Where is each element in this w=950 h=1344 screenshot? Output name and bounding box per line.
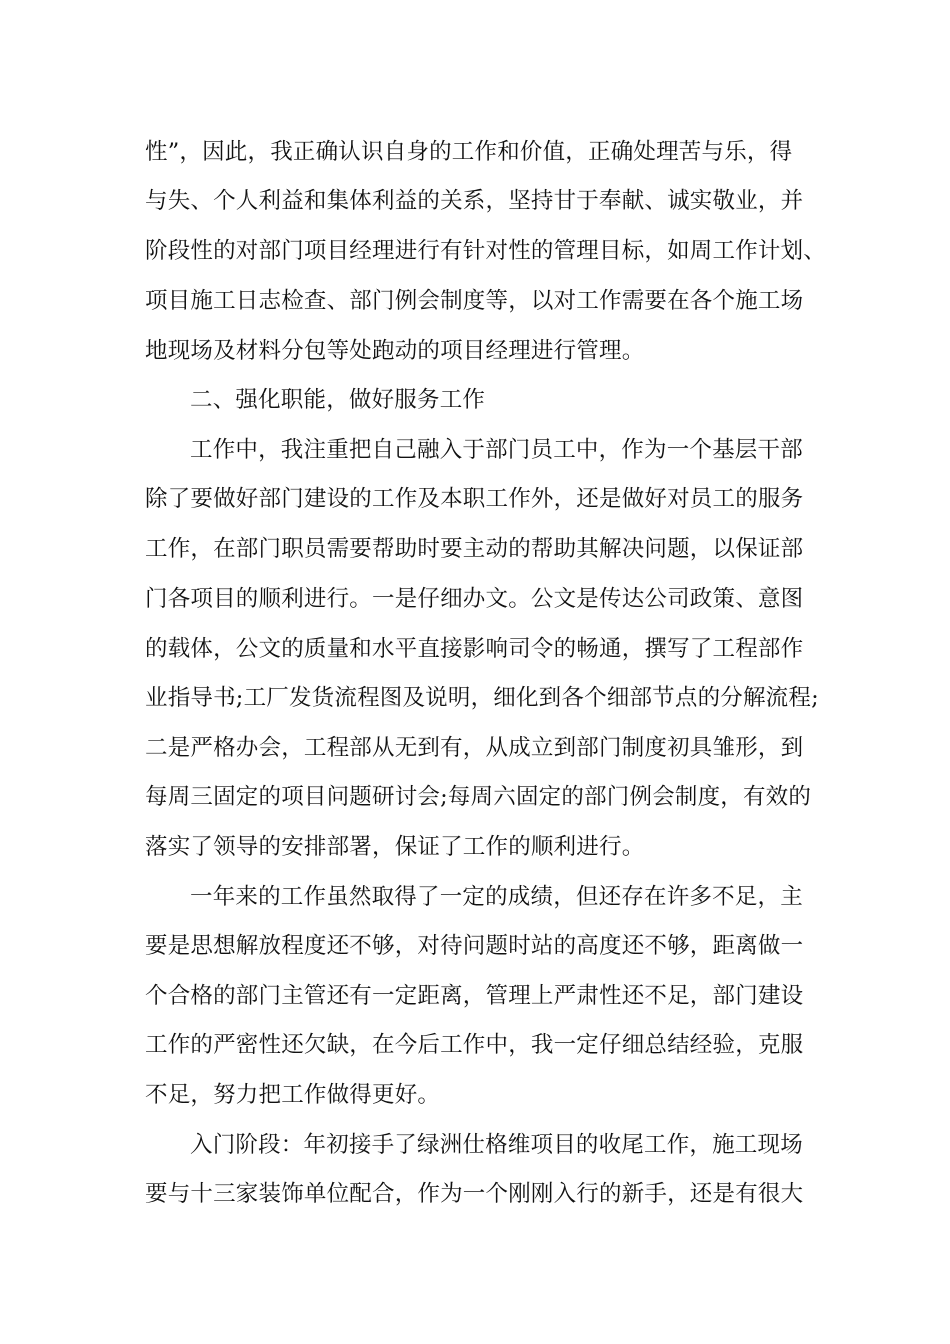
text-line: 性”，因此，我正确认识自身的工作和价值，正确处理苦与乐，得 [145,139,793,165]
text-line: 二是严格办会，工程部从无到有，从成立到部门制度初具雏形，到 [145,735,804,761]
text-line: 地现场及材料分包等处跑动的项目经理进行管理。 [145,338,645,364]
text-line: 每周三固定的项目问题研讨会;每周六固定的部门例会制度，有效的 [145,784,812,810]
text-line: 一年来的工作虽然取得了一定的成绩，但还存在许多不足，主 [190,884,803,910]
text-line: 要是思想解放程度还不够，对待问题时站的高度还不够，距离做一 [145,933,804,959]
text-line: 工作中，我注重把自己融入于部门员工中，作为一个基层干部 [190,437,803,463]
text-line: 阶段性的对部门项目经理进行有针对性的管理目标，如周工作计划、 [145,238,827,264]
text-line: 门各项目的顺利进行。一是仔细办文。公文是传达公司政策、意图 [145,586,804,612]
text-line: 除了要做好部门建设的工作及本职工作外，还是做好对员工的服务 [145,486,804,512]
text-line: 业指导书;工厂发货流程图及说明，细化到各个细部节点的分解流程; [145,685,819,711]
text-line: 与失、个人利益和集体利益的关系，坚持甘于奉献、诚实敬业，并 [145,188,804,214]
text-line: 工作的严密性还欠缺，在今后工作中，我一定仔细总结经验，克服 [145,1032,804,1058]
text-line: 要与十三家装饰单位配合，作为一个刚刚入行的新手，还是有很大 [145,1181,804,1207]
text-line: 项目施工日志检查、部门例会制度等，以对工作需要在各个施工场 [145,288,804,314]
text-line: 落实了领导的安排部署，保证了工作的顺利进行。 [145,834,645,860]
text-line: 工作，在部门职员需要帮助时要主动的帮助其解决问题，以保证部 [145,536,804,562]
text-line: 的载体，公文的质量和水平直接影响司令的畅通，撰写了工程部作 [145,636,804,662]
text-line: 个合格的部门主管还有一定距离，管理上严肃性还不足，部门建设 [145,983,804,1009]
text-line: 不足，努力把工作做得更好。 [145,1082,441,1108]
text-line: 入门阶段：年初接手了绿洲仕格维项目的收尾工作，施工现场 [190,1132,803,1158]
section-heading: 二、强化职能，做好服务工作 [190,387,486,413]
